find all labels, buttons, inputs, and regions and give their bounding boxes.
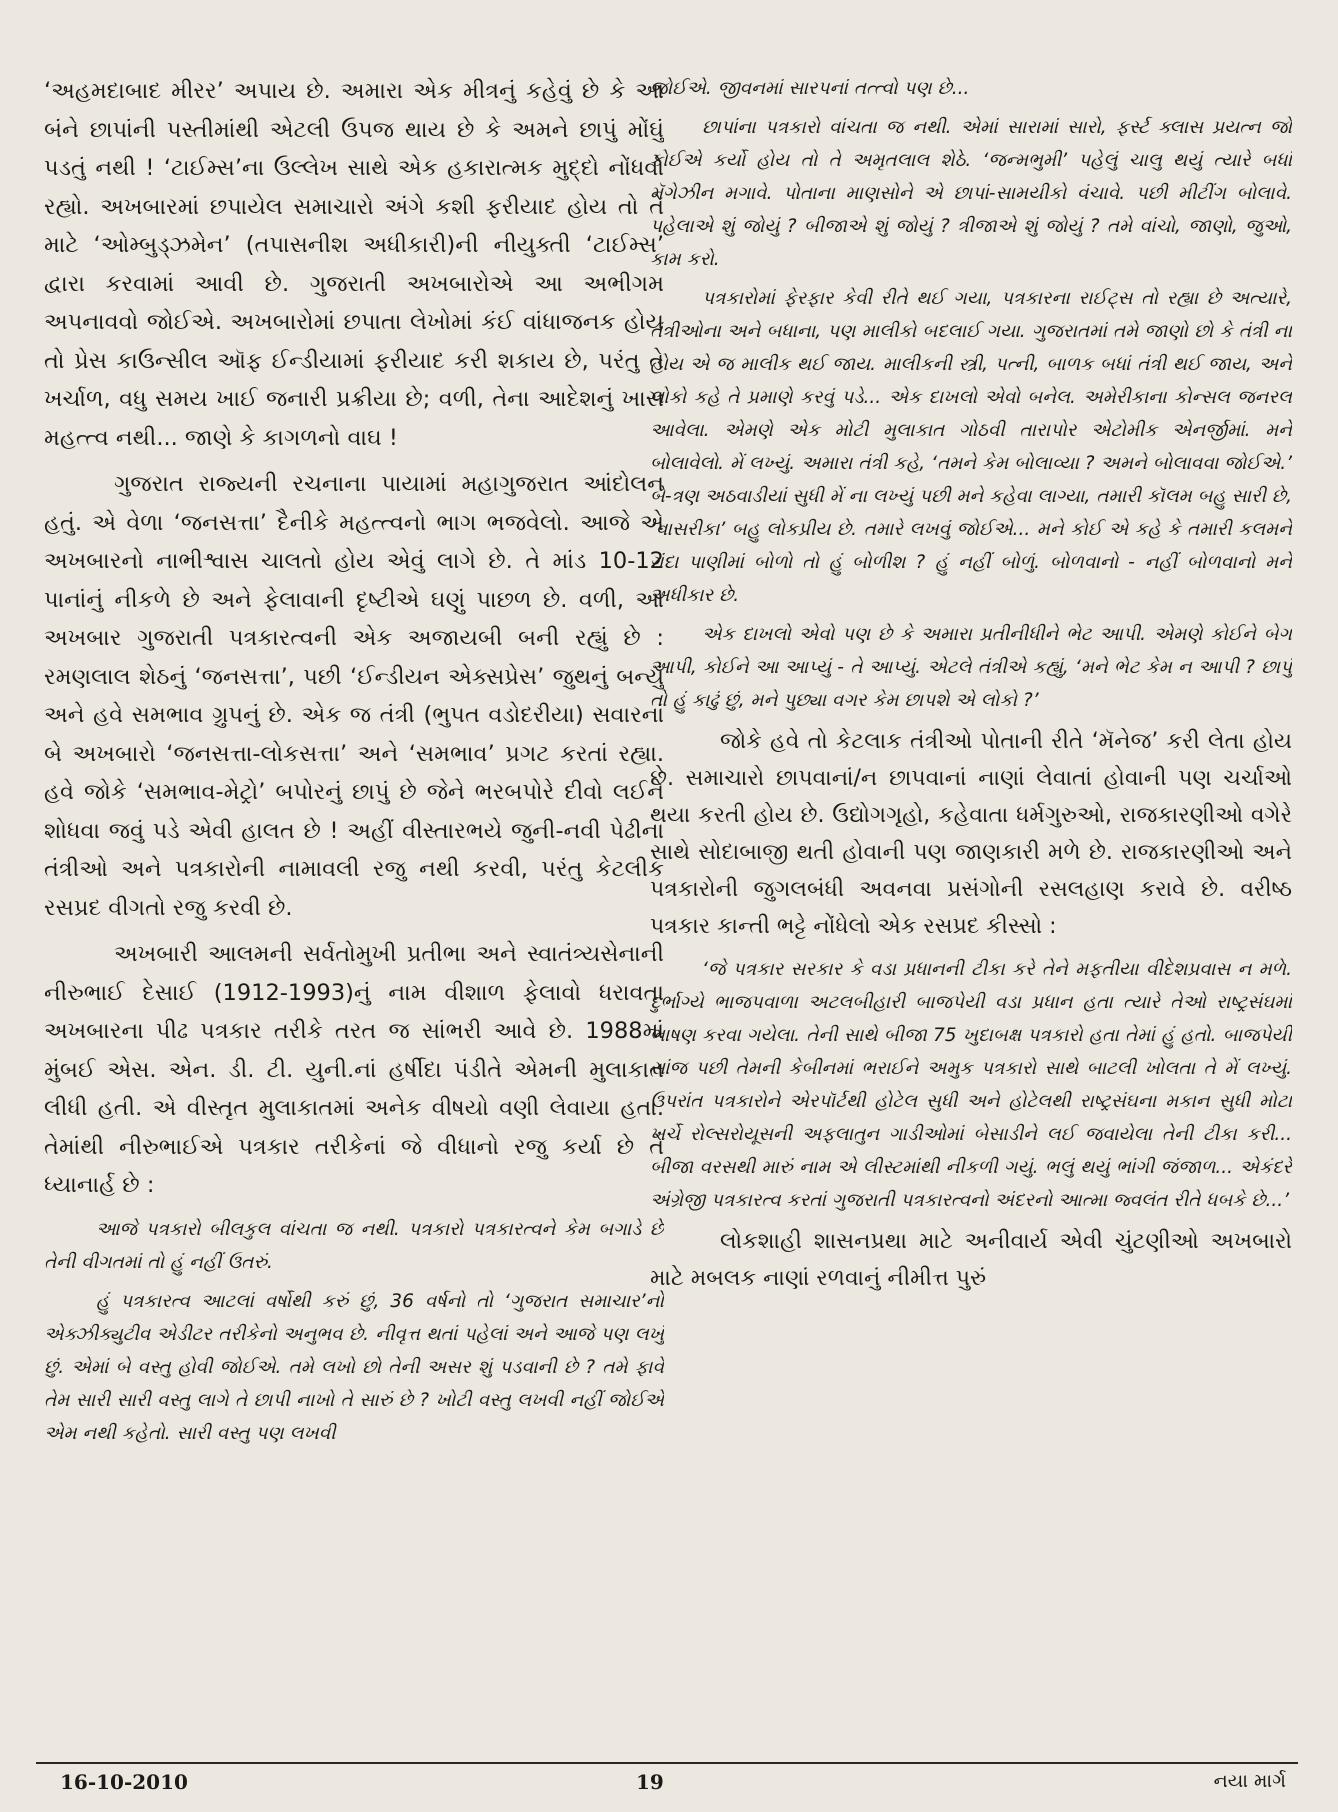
footer-date: 16-10-2010 [60,1770,188,1794]
quote-paragraph: હું પત્રકારત્વ આટલાં વર્ષોથી કરું છું, 36 વર્ષનો તો ‘ગુજરાત સમાચાર’નો એક્ઝીક્યુટીવ એડીટર તરીકેનો અનુભવ છે. નીવૃત્ત થતાં પહેલાં અને આજે પણ લખું છું. એમાં બે વસ્તુ હોવી જોઈએ. તમે લખો છો તેની અસર શું પડવાની છે ? તમે ફાવે તેમ સારી સારી વસ્તુ લાગે તે છાપી નાખો તે સારું છે ? ખોટી વસ્તુ લખવી નહીં જોઈએ એમ નથી કહેતો. સારી વસ્તુ પણ લખવી [44,1290,664,1444]
body-paragraph: લોકશાહી શાસનપ્રથા માટે અનીવાર્ય એવી ચુંટણીઓ અખબારો માટે મબલક નાણાં રળવાનું નીમીત્ત પુરું [650,1229,1292,1291]
footer-divider [36,1762,1298,1764]
quote-paragraph: પત્રકારોમાં ફેરફાર કેવી રીતે થઈ ગયા, પત્રકારના રાઈટ્સ તો રહ્યા છે અત્યારે, તંત્રીઓના અને બધાના, પણ માલીકો બદલાઈ ગયા. ગુજરાતમાં તમે જાણો છો કે તંત્રી ના હોય એ જ માલીક થઈ જાય. માલીકની સ્ત્રી, પત્ની, બાળક બધાં તંત્રી થઈ જાય, અને લોકો કહે તે પ્રમાણે કરવું પડે... એક દાખલો એવો બનેલ. અમેરીકાના કોન્સલ જનરલ આવેલા. એમણે એક મોટી મુલાકાત ગોઠવી તારાપોર એટોમીક એનર્જીમાં. મને બોલાવેલો. મેં લખ્યું. અમારા તંત્રી કહે, ‘તમને કેમ બોલાવ્યા ? અમને બોલાવવા જોઈએ.’ બે-ત્રણ અઠવાડીયાં સુધી મેં ના લખ્યું પછી મને કહેવા લાગ્યા, તમારી કૉલમ બહુ સારી છે, ‘વાસરીકા’ બહુ લોકપ્રીય છે. તમારે લખવું જોઈએ... મને કોઈ એ કહે કે તમારી કલમને ગંદા પાણીમાં બોળો તો હું બોળીશ ? હું નહીં બોળું. બોળવાનો - નહીં બોળવાનો મને અધીકાર છે. [650,288,1292,606]
right-column [650,72,1292,1305]
left-column [44,72,664,1456]
page-number: 19 [636,1770,664,1794]
body-paragraph: ગુજરાત રાજ્યની રચનાના પાયામાં મહાગુજરાત આંદોલન હતું. એ વેળા ‘જનસત્તા’ દૈનીકે મહત્ત્વનો ભાગ ભજવેલો. આજે એ અખબારનો નાભીશ્વાસ ચાલતો હોય એવું લાગે છે. તે માંડ 10-12 પાનાંનું નીકળે છે અને ફેલાવાની દૃષ્ટીએ ઘણું પાછળ છે. વળી, આ અખબાર ગુજરાતી પત્રકારત્વની એક અજાયબી બની રહ્યું છે : રમણલાલ શેઠનું ‘જનસત્તા’, પછી ‘ઈન્ડીયન એક્સપ્રેસ’ જુથનું બન્યું અને હવે સમભાવ ગ્રુપનું છે. એક જ તંત્રી (ભુપત વડોદરીયા) સવારનાં બે અખબારો ‘જનસત્તા-લોકસત્તા’ અને ‘સમભાવ’ પ્રગટ કરતાં રહ્યા. હવે જોકે ‘સમભાવ-મેટ્રો’ બપોરનું છાપું છે જેને ભરબપોરે દીવો લઈને શોધવા જવું પડે એવી હાલત છે ! અહીં વીસ્તારભયે જુની-નવી પેઢીના તંત્રીઓ અને પત્રકારોની નામાવલી રજુ નથી કરવી, પરંતુ કેટલીક રસપ્રદ વીગતો રજુ કરવી છે. [44,471,664,921]
body-paragraph: ‘અહમદાબાદ મીરર’ અપાય છે. અમારા એક મીત્રનું કહેવું છે કે આ બંને છાપાંની પસ્તીમાંથી એટલી ઉપજ થાય છે કે અમને છાપું મોંઘું પડતું નથી ! ‘ટાઈમ્સ’ના ઉલ્લેખ સાથે એક હકારાત્મક મુદ્દો નોંધવો રહ્યો. અખબારમાં છપાયેલ સમાચારો અંગે કશી ફરીયાદ હોય તો તે માટે ‘ઓમ્બુડ્ઝમેન’ (તપાસનીશ અધીકારી)ની નીયુક્તી ‘ટાઈમ્સ’ દ્વારા કરવામાં આવી છે. ગુજરાતી અખબારોએ આ અભીગમ અપનાવવો જોઈએ. અખબારોમાં છપાતા લેખોમાં કંઈ વાંધાજનક હોય તો પ્રેસ કાઉન્સીલ ઑફ ઈન્ડીયામાં ફરીયાદ કરી શકાય છે, પરંતુ તે ખર્ચાળ, વધુ સમય ખાઈ જનારી પ્રક્રીયા છે; વળી, તેના આદેશનું ખાસ મહત્ત્વ નથી... જાણે કે કાગળનો વાઘ ! [44,78,664,451]
body-paragraph: જોકે હવે તો કેટલાક તંત્રીઓ પોતાની રીતે ‘મૅનેજ’ કરી લેતા હોય છે. સમાચારો છાપવાનાં/ન છાપવાનાં નાણાં લેવાતાં હોવાની પણ ચર્ચાઓ થયા કરતી હોય છે. ઉદ્યોગગૃહો, કહેવાતા ધર્મગુરુઓ, રાજકારણીઓ વગેરે સાથે સોદાબાજી થતી હોવાની પણ જાણકારી મળે છે. રાજકારણીઓ અને પત્રકારોની જુગલબંધી અવનવા પ્રસંગોની રસલહાણ કરાવે છે. વરીષ્ઠ પત્રકાર કાન્તી ભટ્ટે નોંધેલો એક રસપ્રદ કીસ્સો : [650,729,1292,939]
quote-paragraph: આજે પત્રકારો બીલકુલ વાંચતા જ નથી. પત્રકારો પત્રકારત્વને કેમ બગાડે છે તેની વીગતમાં તો હું નહીં ઉતરું. [44,1218,664,1273]
quote-paragraph: ‘જે પત્રકાર સરકાર કે વડા પ્રધાનની ટીકા કરે તેને મફતીયા વીદેશપ્રવાસ ન મળે. દુર્ભાગ્યે ભાજપવાળા અટલબીહારી બાજપેયી વડા પ્રધાન હતા ત્યારે તેઓ રાષ્ટ્રસંઘમાં ભાષણ કરવા ગયેલા. તેની સાથે બીજા 75 ખુદાબક્ષ પત્રકારો હતા તેમાં હું હતો. બાજપેયી સાંજ પછી તેમની કેબીનમાં ભરાઈને અમુક પત્રકારો સાથે બાટલી ખોલતા તે મેં લખ્યું. ઉપરાંત પત્રકારોને એરપૉર્ટથી હોટેલ સુધી અને હોટેલથી રાષ્ટ્રસંઘના મકાન સુધી મોટા ખર્ચે રોલ્સરોયૂસની અફલાતુન ગાડીઓમાં બેસાડીને લઈ જવાયેલા તેની ટીકા કરી... બીજા વરસથી મારું નામ એ લીસ્ટમાંથી નીકળી ગયું. ભલું થયું ભાંગી જંજાળ... એકંદરે અંગ્રેજી પત્રકારત્વ કરતાં ગુજરાતી પત્રકારત્વનો અંદરનો આત્મા જ્વલંત રીતે ધબકે છે...’ [650,959,1292,1211]
quote-paragraph: જોઈએ. જીવનમાં સારપનાં તત્ત્વો પણ છે... [650,78,970,99]
body-paragraph: અખબારી આલમની સર્વતોમુખી પ્રતીભા અને સ્વાતંત્ર્યસેનાની નીરુભાઈ દેસાઈ (1912-1993)નું નામ વીશાળ ફેલાવો ધરાવતા અખબારના પીઢ પત્રકાર તરીકે તરત જ સાંભરી આવે છે. 1988માં મુંબઈ એસ. એન. ડી. ટી. યુની.નાં હર્ષીદા પંડીતે એમની મુલાકાત લીધી હતી. એ વીસ્તૃત મુલાકાતમાં અનેક વીષયો વણી લેવાયા હતા. તેમાંથી નીરુભાઈએ પત્રકાર તરીકેનાં જે વીધાનો રજુ કર્યા છે તે ધ્યાનાર્હ છે : [44,941,664,1198]
quote-paragraph: એક દાખલો એવો પણ છે કે અમારા પ્રતીનીધીને ભેટ આપી. એમણે કોઈને બેગ આપી, કોઈને આ આપ્યું - તે આપ્યું. એટલે તંત્રીએ કહ્યું, ‘મને ભેટ કેમ ન આપી ? છાપું તો હું કાઢું છું, મને પુછ્યા વગર કેમ છાપશે એ લોકો ?’ [650,624,1292,711]
publication-name: નયા માર્ગ [1213,1770,1286,1792]
quote-paragraph: છાપાંના પત્રકારો વાંચતા જ નથી. એમાં સારામાં સારો, ફર્સ્ટ ક્લાસ પ્રયત્ન જો કોઈએ કર્યો હોય તો તે અમૃતલાલ શેઠે. ‘જન્મભુમી’ પહેલું ચાલુ થયું ત્યારે બધાં મૅગેઝીન મગાવે. પોતાના માણસોને એ છાપાં-સામયીકો વંચાવે. પછી મીટીંગ બોલાવે. પહેલાએ શું જોયું ? બીજાએ શું જોયું ? ત્રીજાએ શું જોયું ? તમે વાંચો, જાણો, જુઓ, કામ કરો. [650,117,1292,270]
